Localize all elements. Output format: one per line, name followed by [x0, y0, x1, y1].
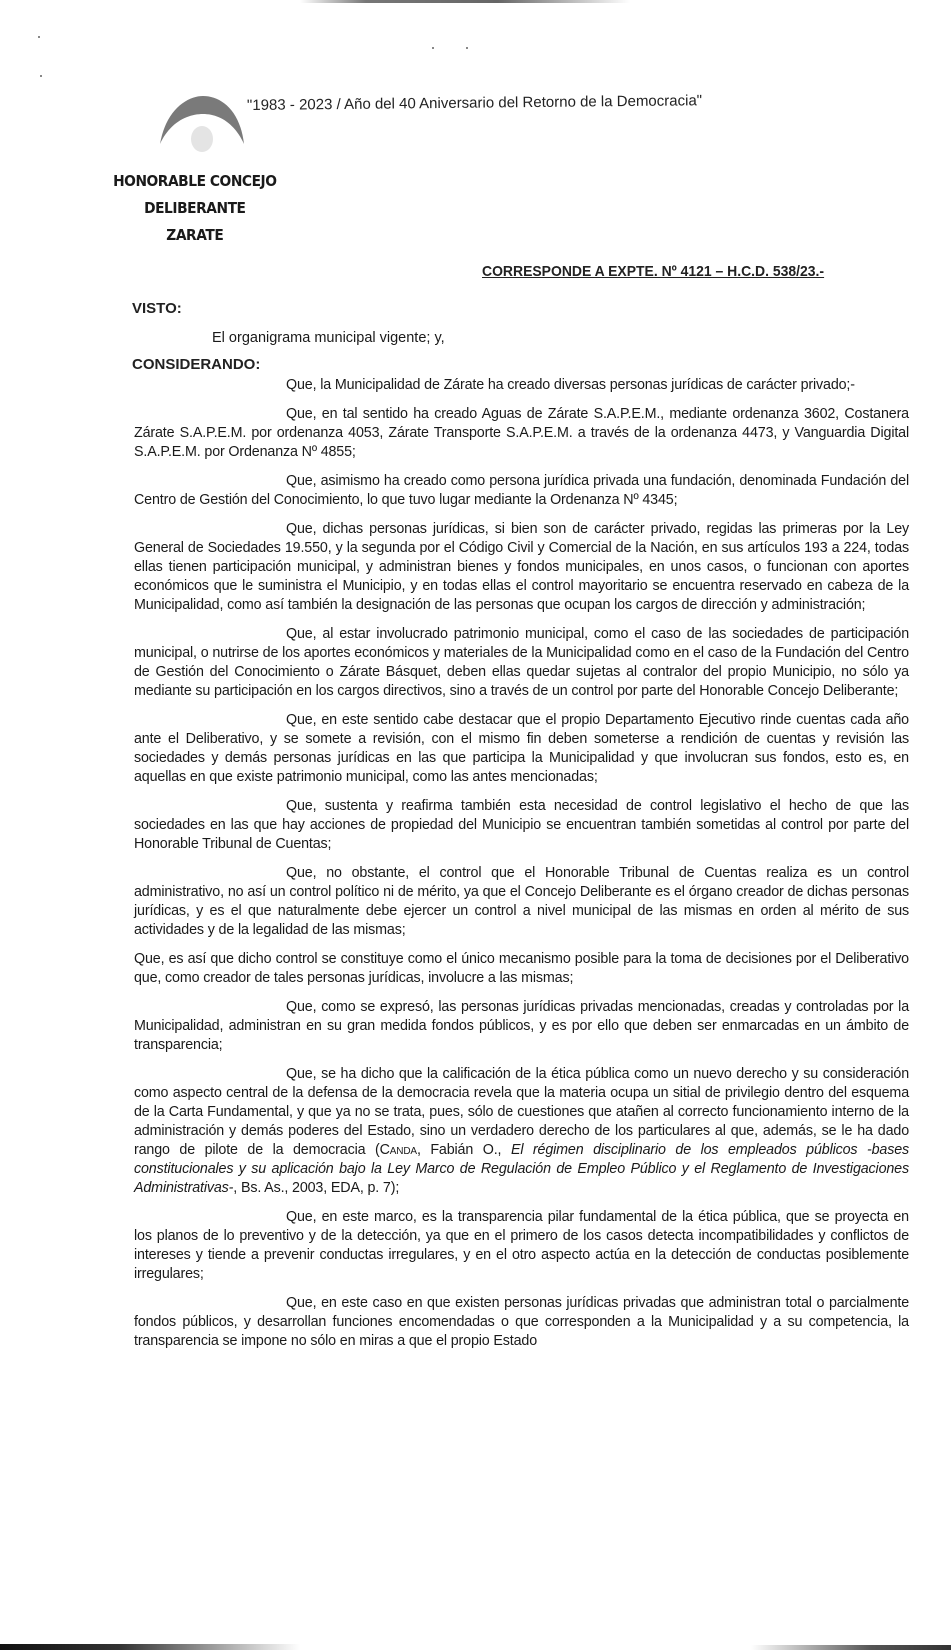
paragraph: Que, en este caso en que existen personas jurídicas privadas que administran total o parcialmente fondos públicos, y desarrollan funciones encomendadas o que corresponden a la Municipalidad y a su competencia, la transparencia se impone no sólo en miras a que el propio Estado — [134, 1295, 909, 1349]
visto-text: El organigrama municipal vigente; y, — [212, 330, 445, 346]
considerando-body — [134, 376, 909, 1351]
scan-speck — [40, 75, 42, 77]
scan-edge-bottom-right — [751, 1645, 951, 1650]
visto-heading: VISTO: — [132, 300, 182, 317]
scan-speck — [432, 47, 434, 49]
paragraph-text: Que, se ha dicho que la calificación de la ética pública como un nuevo derecho y su consideración como aspecto central de la defensa de la democracia revela que la materia ocupa un sitial de privilegio dentro del esquema de la Carta Fundamental, y que ya no se trata, pues, sólo de cuestiones que atañen al correcto funcionamiento interno de la administración y demás poderes del Estado, sino un verdadero derecho de los particulares al que, además, se le ha dado rango de pilote de la democracia ( — [134, 1066, 909, 1158]
paragraph: Que, en tal sentido ha creado Aguas de Zárate S.A.P.E.M., mediante ordenanza 3602, Costanera Zárate S.A.P.E.M. por ordenanza 4053, Zárate Transporte S.A.P.E.M. a través de la ordenanza 4473, y Vanguardia Digital S.A.P.E.M. por Ordenanza Nº 4855; — [134, 406, 909, 460]
commemorative-motto: "1983 - 2023 / Año del 40 Aniversario del Retorno de la Democracia" — [246, 92, 703, 114]
crescent-arch-logo-icon — [158, 94, 248, 158]
citation-author-rest: , Fabián O., — [416, 1142, 511, 1158]
paragraph-with-citation — [134, 1065, 909, 1198]
scan-edge-top — [300, 0, 630, 3]
institution-name-line2: ZARATE — [166, 226, 224, 244]
paragraph: Que, no obstante, el control que el Honorable Tribunal de Cuentas realiza es un control administrativo, no así un control político ni de mérito, ya que el Concejo Deliberante es el órgano creador de dichas personas jurídicas, y es el que naturalmente debe ejercer un control a nivel municipal de las mismas en orden al mérito de sus actividades y de la legalidad de las mismas; — [134, 865, 909, 938]
file-reference: CORRESPONDE A EXPTE. Nº 4121 – H.C.D. 538/23.- — [482, 263, 825, 280]
scan-edge-bottom-left — [0, 1644, 300, 1650]
institution-name-line1: HONORABLE CONCEJO DELIBERANTE — [113, 172, 277, 217]
paragraph: Que, como se expresó, las personas jurídicas privadas mencionadas, creadas y controladas por la Municipalidad, administran en su gran medida fondos públicos, y es por ello que deben ser enmarcadas en un ámbito de transparencia; — [134, 999, 909, 1053]
paragraph: Que, sustenta y reafirma también esta necesidad de control legislativo el hecho de que las sociedades en las que hay acciones de propiedad del Municipio se encuentran también sometidas al control por parte del Honorable Tribunal de Cuentas; — [134, 798, 909, 852]
paragraph: Que, en este sentido cabe destacar que el propio Departamento Ejecutivo rinde cuentas cada año ante el Deliberativo, y se somete a revisión, con el mismo fin deben someterse a rendición de cuentas y revisión las sociedades y demás personas jurídicas en las que participa la Municipalidad y que involucran sus fondos, esto es, en aquellas en que existe patrimonio municipal, como las antes mencionadas; — [134, 712, 909, 785]
paragraph: Que, en este marco, es la transparencia pilar fundamental de la ética pública, que se proyecta en los planos de lo preventivo y de la detección, ya que en el primero de los casos detecta incompatibilidades y conflictos de intereses y tiende a prevenir conductas irregulares, y en el otro aspecto actúa en la detección de conductas posiblemente irregulares; — [134, 1209, 909, 1282]
citation-title: El régimen disciplinario de los empleados públicos -bases constitucionales y su aplicación bajo la Ley Marco de Regulación de Empleo Público y el Reglamento de Investigaciones Administrativas- — [134, 1142, 910, 1196]
citation-author: Canda — [379, 1142, 417, 1158]
citation-details: , Bs. As., 2003, EDA, p. 7); — [233, 1180, 400, 1196]
considerando-heading: CONSIDERANDO: — [132, 356, 261, 373]
institution-name — [66, 168, 324, 249]
paragraph: Que, es así que dicho control se constituye como el único mecanismo posible para la toma de decisiones por el Deliberativo que, como creador de tales personas jurídicas, involucre a las mismas; — [134, 951, 909, 986]
paragraph: Que, la Municipalidad de Zárate ha creado diversas personas jurídicas de carácter privado;- — [286, 377, 855, 393]
paragraph: Que, dichas personas jurídicas, si bien son de carácter privado, regidas las primeras por la Ley General de Sociedades 19.550, y la segunda por el Código Civil y Comercial de la Nación, en sus artículos 193 a 224, todas ellas tienen participación municipal, y administran bienes y fondos municipales, en unos casos, o funcionan con aportes económicos que le suministra el Municipio, y en todas ellas el control mayoritario se encuentra reservado en cabeza de la Municipalidad, como así también la designación de las personas que ocupan los cargos de dirección y administración; — [134, 521, 909, 613]
scan-speck — [38, 36, 40, 38]
paragraph: Que, al estar involucrado patrimonio municipal, como el caso de las sociedades de participación municipal, o nutrirse de los aportes económicos y materiales de la Municipalidad como en el caso de la Fundación del Centro de Gestión del Conocimiento o Zárate Básquet, deben ellas quedar sujetas al contralor del propio Municipio, no sólo ya mediante su participación en los cargos directivos, sino a través de un control por parte del Honorable Concejo Deliberante; — [134, 626, 909, 699]
paragraph: Que, asimismo ha creado como persona jurídica privada una fundación, denominada Fundación del Centro de Gestión del Conocimiento, lo que tuvo lugar mediante la Ordenanza Nº 4345; — [134, 473, 909, 508]
scan-speck — [466, 47, 468, 49]
